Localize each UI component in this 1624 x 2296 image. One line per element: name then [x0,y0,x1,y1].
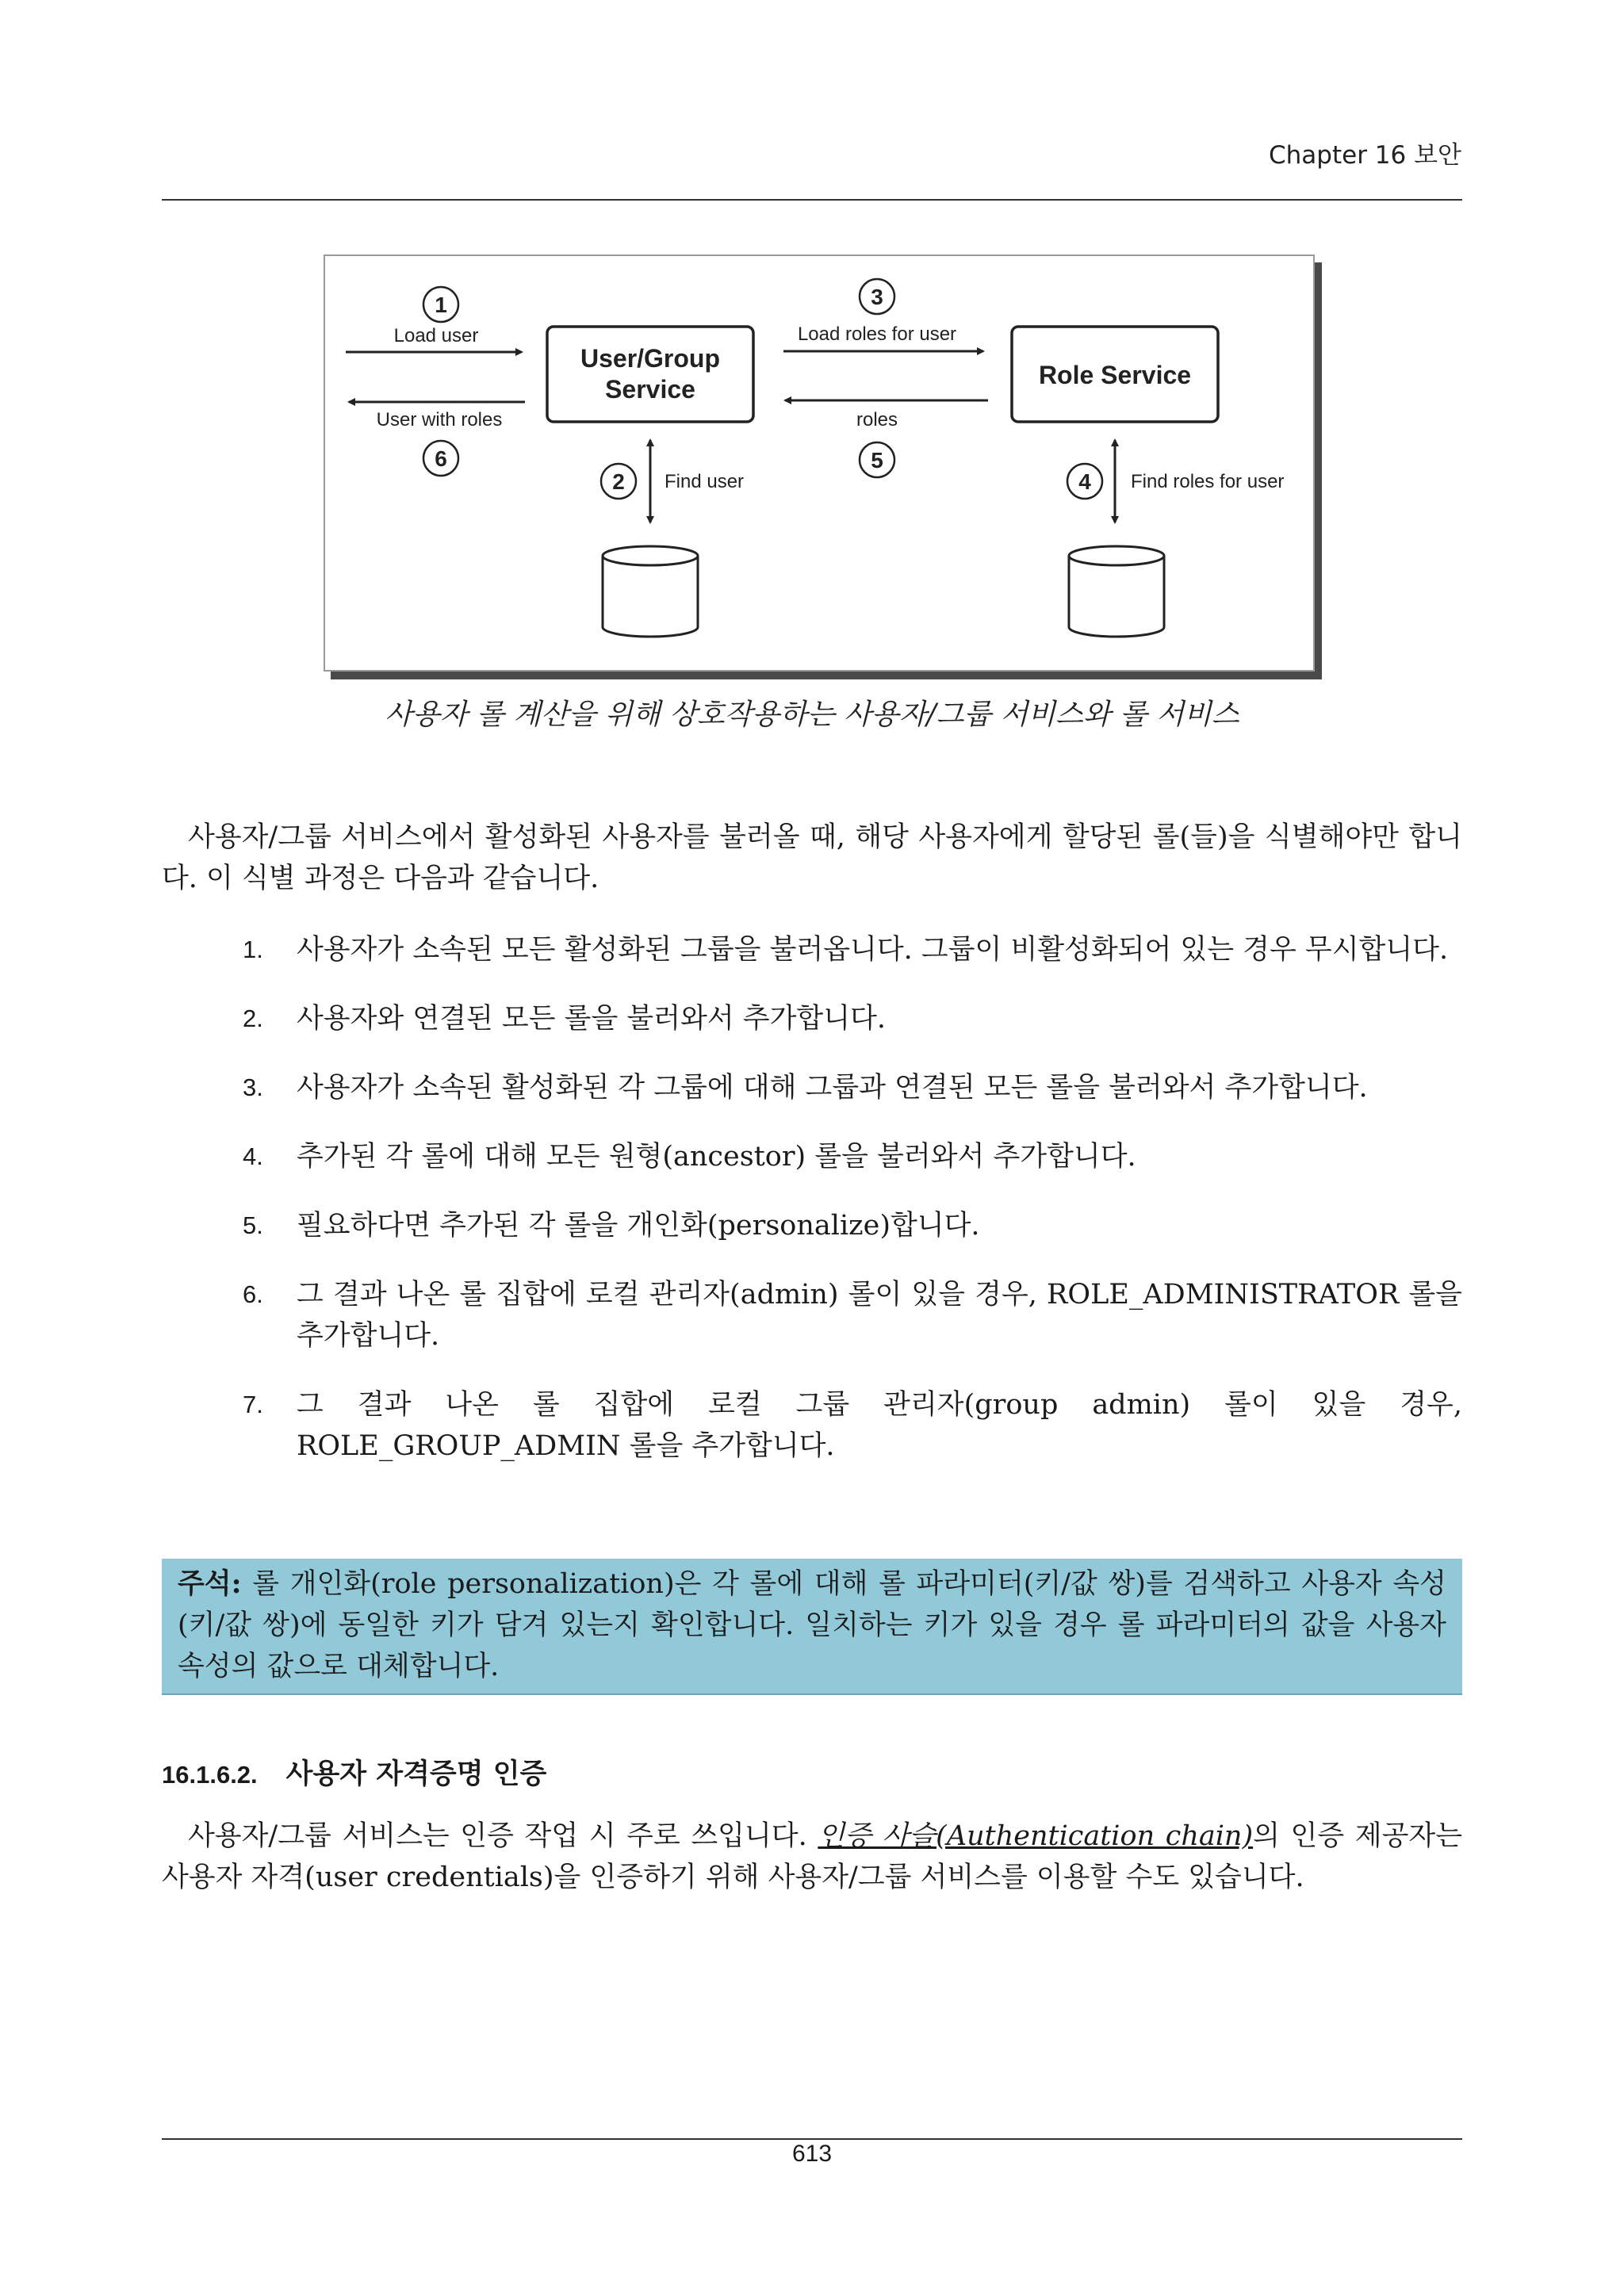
user-group-service-box [547,327,753,422]
list-item-text: 추가된 각 롤에 대해 모든 원형(ancestor) 롤을 불러와서 추가합니다. [297,1141,1136,1173]
list-item-number: 2. [243,1004,263,1032]
list-item [162,1274,1462,1357]
figure-caption: 사용자 롤 계산을 위해 상호작용하는 사용자/그룹 서비스와 롤 서비스 [385,698,1239,731]
user-group-service-label: User/Group [580,344,721,373]
find-user-label: Find user [665,471,745,492]
intro-text: 사용자/그룹 서비스에서 활성화된 사용자를 불러올 때, 해당 사용자에게 할당된 롤(들)을 식별해야만 합니다. 이 식별 과정은 다음과 같습니다. [162,821,1462,894]
load-user-label: Load user [393,325,479,346]
list-item [162,1384,1462,1467]
list-item-number: 5. [243,1211,263,1239]
header-divider [162,199,1462,201]
list-item-number: 1. [243,936,263,963]
list-item-text: 그 결과 나온 롤 집합에 로컬 그룹 관리자(group admin) 롤이 있을 경우, ROLE_GROUP_ADMIN 롤을 추가합니다. [297,1389,1462,1462]
list-item-text: 필요하다면 추가된 각 롤을 개인화(personalize)합니다. [297,1210,980,1242]
list-item-number: 6. [243,1280,263,1308]
closing-text-before: 사용자/그룹 서비스는 인증 작업 시 주로 쓰입니다. [188,1820,818,1852]
chapter-header: Chapter 16 보안 [1269,141,1461,170]
closing-paragraph [162,1816,1462,1898]
user-with-roles-label: User with roles [376,409,503,430]
list-item [162,998,1462,1039]
intro-paragraph [162,817,1462,899]
user-database-icon [603,546,698,637]
step-3-number: 3 [871,285,883,309]
list-item-number: 3. [243,1073,263,1101]
role-database-icon [1069,546,1164,637]
list-item-number: 7. [243,1391,263,1418]
architecture-diagram [324,254,1315,672]
list-item [162,1136,1462,1177]
list-item-text: 그 결과 나온 롤 집합에 로컬 관리자(admin) 롤이 있을 경우, ROLE_ADMINISTRATOR 롤을 추가합니다. [297,1279,1462,1352]
section-number: 16.1.6.2. [162,1761,258,1789]
role-steps-list [162,929,1462,1494]
find-roles-label: Find roles for user [1131,471,1285,492]
authentication-chain-link[interactable]: 인증 사슬(Authentication chain) [818,1820,1254,1852]
role-service-label: Role Service [1038,361,1192,389]
step-4-number: 4 [1078,469,1091,494]
list-item [162,1067,1462,1108]
step-5-number: 5 [871,448,883,473]
step-2-number: 2 [612,469,625,494]
roles-label: roles [856,409,898,430]
list-item-number: 4. [243,1142,263,1170]
list-item-text: 사용자가 소속된 활성화된 각 그룹에 대해 그룹과 연결된 모든 롤을 불러와서 추가합니다. [297,1072,1368,1104]
list-item [162,1205,1462,1246]
section-heading [162,1752,546,1792]
list-item-text: 사용자와 연결된 모든 롤을 불러와서 추가합니다. [297,1003,886,1035]
step-1-number: 1 [435,293,447,317]
list-item-text: 사용자가 소속된 모든 활성화된 그룹을 불러옵니다. 그룹이 비활성화되어 있는 경우 무시합니다. [297,934,1449,966]
section-title: 사용자 자격증명 인증 [285,1758,547,1790]
note-label: 주석: [178,1567,242,1600]
user-group-service-label-2: Service [605,375,695,404]
note-box [162,1559,1462,1695]
step-6-number: 6 [435,446,447,471]
list-item [162,929,1462,970]
page-number: 613 [791,2141,833,2167]
closing-text-after: 의 인증 제공자는 사용자 자격(user credentials)을 인증하기 위해 사용자/그룹 서비스를 이용할 수도 있습니다. [162,1820,1463,1893]
load-roles-label: Load roles for user [797,323,957,345]
footer-divider [162,2138,1462,2140]
note-text: 롤 개인화(role personalization)은 각 롤에 대해 롤 파라미터(키/값 쌍)를 검색하고 사용자 속성(키/값 쌍)에 동일한 키가 담겨 있는지 확인합니다. 일치하는 키가 있을 경우 롤 파라미터의 값을 사용자 속성의 값으로 대체합니다. [178,1568,1446,1682]
